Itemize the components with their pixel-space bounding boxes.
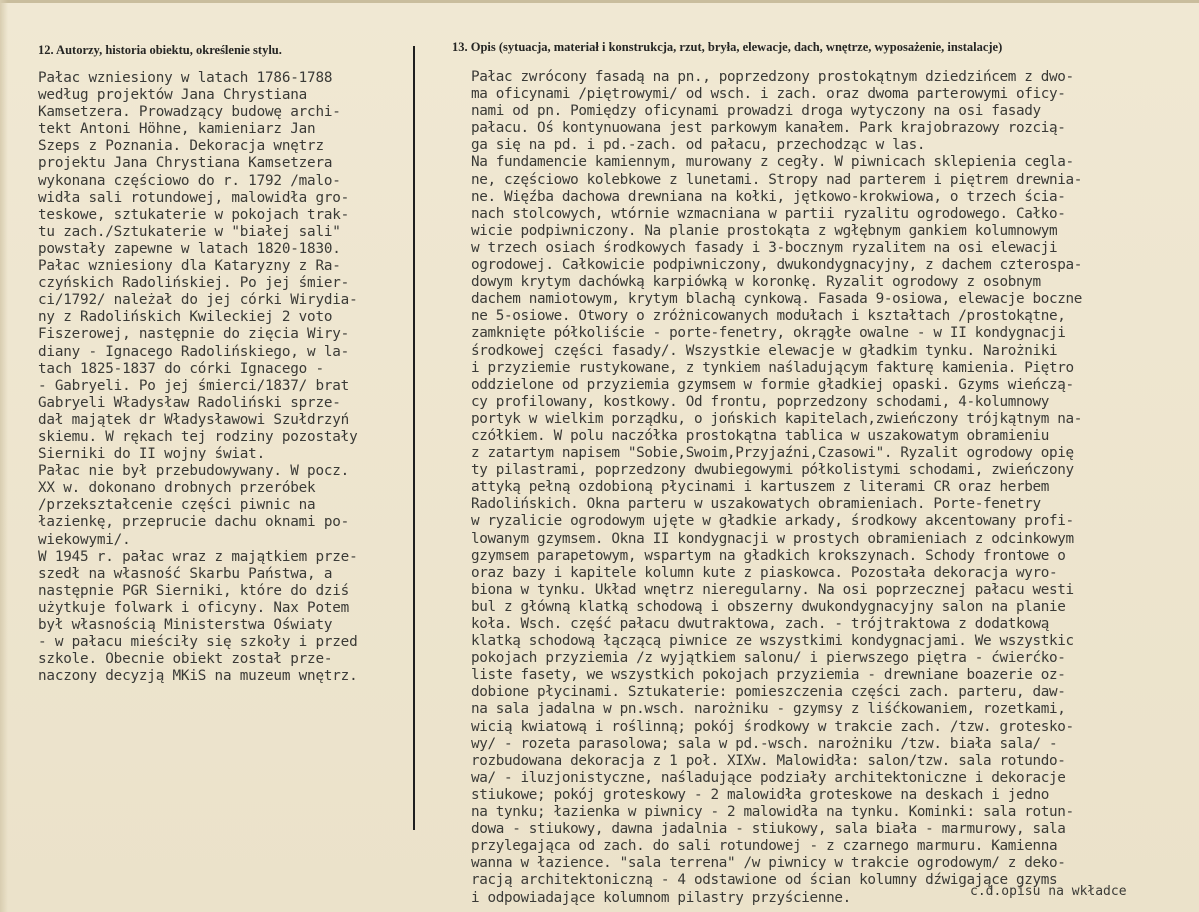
text-line: na sala jadalna w pn.wsch. narożniku - gzymsy z liśćkowaniem, rozetkami, bbox=[471, 701, 1066, 718]
paper-edge bbox=[0, 0, 1199, 3]
text-line: w ryzalicie ogrodowym ujęte w gładkie arkady, środkowy akcentowany profi- bbox=[471, 513, 1074, 530]
text-line: gzymsem parapetowym, wspartym na gładkich krokszynach. Schody frontowe o bbox=[471, 547, 1066, 564]
text-line: nami od pn. Pomiędzy oficynami prowadzi droga wytyczony na osi fasady bbox=[471, 103, 1041, 120]
text-line: i odpowiadające kolumnom pilastry przyścienne. bbox=[471, 889, 851, 906]
text-line: ci/1792/ należał do jej córki Wirydia- bbox=[38, 292, 358, 309]
text-line: ny z Radolińskich Kwileckiej 2 voto bbox=[38, 309, 333, 326]
text-line: Radolińskich. Okna parteru w uszakowatych obramieniach. Porte-fenetry bbox=[471, 496, 1041, 513]
text-line: i przyziemie rustykowane, z tynkiem naśladującym fakturę kamienia. Piętro bbox=[471, 359, 1074, 376]
text-line: lowanym gzymsem. Okna II kondygnacji w prostych obramieniach z odcinkowym bbox=[471, 530, 1074, 547]
text-line: naczony decyzją MKiS na muzeum wnętrz. bbox=[38, 668, 358, 685]
text-line: diany - Ignacego Radolińskiego, w la- bbox=[38, 343, 350, 360]
text-line: ne, częściowo kolebkowe z lunetami. Stropy nad parterem i piętrem drewnia- bbox=[471, 171, 1083, 188]
text-line: z zatartym napisem "Sobie,Swoim,Przyjaźni,Czasowi". Ryzalit ogrodowy opię bbox=[471, 445, 1074, 462]
text-line: dowa - stiukowy, dawna jadalnia - stiukowy, sala biała - marmurowy, sala bbox=[471, 821, 1066, 838]
text-line: powstały zapewne w latach 1820-1830. bbox=[38, 240, 341, 257]
text-line: bul z główną klatką schodową i obszerny dwukondygnacyjny salon na planie bbox=[471, 598, 1066, 615]
text-line: dowym krytym dachówką karpiówką w koronkę. Ryzalit ogrodowy z osobnym bbox=[471, 274, 1041, 291]
section-13-text bbox=[471, 69, 1191, 907]
text-line: czyńskich Radolińskiej. Po jej śmier- bbox=[38, 275, 350, 292]
text-line: XX w. dokonano drobnych przeróbek bbox=[38, 480, 316, 497]
text-line: biona w tynku. Układ wnętrz nieregularny. Na osi poprzecznej pałacu westi bbox=[471, 581, 1074, 598]
text-line: ma oficynami /piętrowymi/ od wsch. i zach. oraz dwoma parterowymi oficy- bbox=[471, 86, 1066, 103]
text-line: wiekowymi/. bbox=[38, 531, 131, 548]
text-line: szedł na własność Skarbu Państwa, a bbox=[38, 565, 333, 582]
paper-fold-shadow bbox=[0, 0, 8, 912]
text-line: projektu Jana Chrystiana Kamsetzera bbox=[38, 155, 333, 172]
text-line: na tynku; łazienka w piwnicy - 2 malowidła na tynku. Kominki: sala rotun- bbox=[471, 804, 1074, 821]
text-line: wykonana częściowo do r. 1792 /malo- bbox=[38, 172, 341, 189]
text-line: czółkiem. W polu naczółka prostokątna tablica w uszakowatym obramieniu bbox=[471, 427, 1050, 444]
text-line: Gabryeli Władysław Radoliński sprze- bbox=[38, 394, 341, 411]
text-line: Fiszerowej, następnie do zięcia Wiry- bbox=[38, 326, 350, 343]
text-line: Pałac zwrócony fasadą na pn., poprzedzony prostokątnym dziedzińcem z dwo- bbox=[471, 69, 1074, 85]
text-line: tach 1825-1837 do córki Ignacego - bbox=[38, 360, 324, 377]
text-line: wanna w łazience. "sala terrena" /w piwnicy w trakcie ogrodowym/ z deko- bbox=[471, 855, 1066, 872]
column-divider bbox=[413, 46, 415, 830]
text-line: nach stolcowych, wtórnie wzmacniana w partii ryzalitu ogrodowego. Całko- bbox=[471, 205, 1066, 222]
section-12-text bbox=[38, 70, 408, 685]
text-line: zamknięte półkoliście - porte-fenetry, okrągłe owalne - w II kondygnacji bbox=[471, 325, 1066, 342]
text-line: wicią kwiatową i roślinną; pokój środkowy w trakcie zach. /tzw. grotesko- bbox=[471, 718, 1074, 735]
text-line: ty pilastrami, poprzedzony dwubiegowymi półkolistymi schodami, zwieńczony bbox=[471, 462, 1074, 479]
text-line: /przekształcenie części piwnic na bbox=[38, 497, 316, 514]
text-line: cy profilowany, kostkowy. Od frontu, poprzedzony schodami, 4-kolumnowy bbox=[471, 393, 1050, 410]
section-12-heading: 12. Autorzy, historia obiektu, określenie stylu. bbox=[38, 43, 282, 57]
text-line: dał majątek dr Władysławowi Szułdrzyń bbox=[38, 411, 350, 428]
section-13-heading: 13. Opis (sytuacja, materiał i konstrukcja, rzut, bryła, elewacje, dach, wnętrze, wyposażenie, instalacje) bbox=[452, 40, 1003, 54]
text-line: racją architektoniczną - 4 odstawione od ścian kolumny dźwigające gzyms bbox=[471, 872, 1058, 889]
text-line: oraz bazy i kapitele kolumn kute z piaskowca. Pozostała dekoracja wyro- bbox=[471, 564, 1058, 581]
text-line: wa/ - iluzjonistyczne, naśladujące podziały architektoniczne i dekoracje bbox=[471, 769, 1066, 786]
text-line: - Gabryeli. Po jej śmierci/1837/ brat bbox=[38, 377, 350, 394]
text-line: ne 5-osiowe. Otwory o zróżnicowanych modułach i kształtach /prostokątne, bbox=[471, 308, 1066, 325]
text-line: widła sali rotundowej, malowidła gro- bbox=[38, 189, 350, 206]
text-line: W 1945 r. pałac wraz z majątkiem prze- bbox=[38, 548, 358, 565]
text-line: w trzech osiach środkowych fasady i 3-bocznym ryzalitem na osi elewacji bbox=[471, 239, 1058, 256]
text-line: ogrodowej. Całkowicie podpiwniczony, dwukondygnacyjny, z dachem czterospa- bbox=[471, 257, 1083, 274]
text-line: wicie podpiwniczony. Na planie prostokąta z wgłębnym gankiem kolumnowym bbox=[471, 222, 1058, 239]
text-line: użytkuje folwark i oficyny. Nax Potem bbox=[38, 599, 350, 616]
text-line: dobione płycinami. Sztukaterie: pomieszczenia części zach. parteru, daw- bbox=[471, 684, 1066, 701]
text-line: tu zach./Sztukaterie w "białej sali" bbox=[38, 223, 341, 240]
text-line: attyką pełną ozdobioną płycinami i kartuszem z literami CR oraz herbem bbox=[471, 479, 1050, 496]
text-line: stiukowe; pokój groteskowy - 2 malowidła groteskowe na deskach i jedno bbox=[471, 786, 1050, 803]
text-line: pokojach przyziemia /z wyjątkiem salonu/ i pierwszego piętra - ćwierćko- bbox=[471, 650, 1066, 667]
text-line: portyk w wielkim porządku, o jońskich kapitelach,zwieńczony trójkątnym na- bbox=[471, 410, 1083, 427]
text-line: oddzielone od przyziemia gzymsem w formie gładkiej opaski. Gzyms wieńczą- bbox=[471, 376, 1074, 393]
text-line: Szeps z Poznania. Dekoracja wnętrz bbox=[38, 138, 324, 155]
text-line: rozbudowana dekoracja z 1 poł. XIXw. Malowidła: salon/tzw. sala rotundo- bbox=[471, 752, 1066, 769]
text-line: przylegająca od zach. do sali rotundowej - z czarnego marmuru. Kamienna bbox=[471, 838, 1058, 855]
text-line: środkowej części fasady/. Wszystkie elewacje w gładkim tynku. Narożniki bbox=[471, 342, 1058, 359]
text-line: szkole. Obecnie obiekt został prze- bbox=[38, 651, 333, 668]
text-line: następnie PGR Sierniki, które do dziś bbox=[38, 582, 350, 599]
text-line: ga się na pd. i pd.-zach. od pałacu, przechodząc w las. bbox=[471, 137, 926, 154]
text-line: klatką schodową łączącą piwnice ze wszystkimi kondygnacjami. We wszystkic bbox=[471, 633, 1074, 650]
text-line: Sierniki do II wojny świat. bbox=[38, 446, 266, 463]
text-line: teskowe, sztukaterie w pokojach trak- bbox=[38, 206, 350, 223]
text-line: liste fasety, we wszystkich pokojach przyziemia - drewniane boazerie oz- bbox=[471, 667, 1066, 684]
text-line: był własnością Ministerstwa Oświaty bbox=[38, 617, 333, 633]
text-line: wy/ - rozeta parasolowa; sala w pd.-wsch. narożniku /tzw. biała sala/ - bbox=[471, 735, 1058, 752]
text-line: tekt Antoni Höhne, kamieniarz Jan bbox=[38, 121, 316, 138]
text-line: łazienkę, przeprucie dachu oknami po- bbox=[38, 514, 350, 531]
text-line: Kamsetzera. Prowadzący budowę archi- bbox=[38, 104, 341, 121]
text-line: koła. Wsch. część pałacu dwutraktowa, zach. - trójtraktowa z dodatkową bbox=[471, 616, 1050, 632]
text-line: dachem namiotowym, krytym blachą cynkową. Fasada 9-osiowa, elewacje boczne bbox=[471, 291, 1083, 308]
text-line: Pałac wzniesiony dla Kataryzny z Ra- bbox=[38, 258, 341, 275]
text-line: pałacu. Oś kontynuowana jest parkowym kanałem. Park krajobrazowy rozcią- bbox=[471, 120, 1066, 137]
continuation-note: c.d.opisu na wkładce bbox=[970, 884, 1127, 899]
text-line: według projektów Jana Chrystiana bbox=[38, 87, 308, 104]
text-line: Pałac nie był przebudowywany. W pocz. bbox=[38, 463, 350, 480]
text-line: - w pałacu mieściły się szkoły i przed bbox=[38, 634, 358, 651]
text-line: Pałac wzniesiony w latach 1786-1788 bbox=[38, 70, 333, 86]
text-line: Na fundamencie kamiennym, murowany z cegły. W piwnicach sklepienia cegla- bbox=[471, 154, 1074, 171]
text-line: skiemu. W rękach tej rodziny pozostały bbox=[38, 428, 358, 445]
text-line: ne. Więźba dachowa drewniana na kołki, jętkowo-krokwiowa, o trzech ścia- bbox=[471, 188, 1066, 205]
